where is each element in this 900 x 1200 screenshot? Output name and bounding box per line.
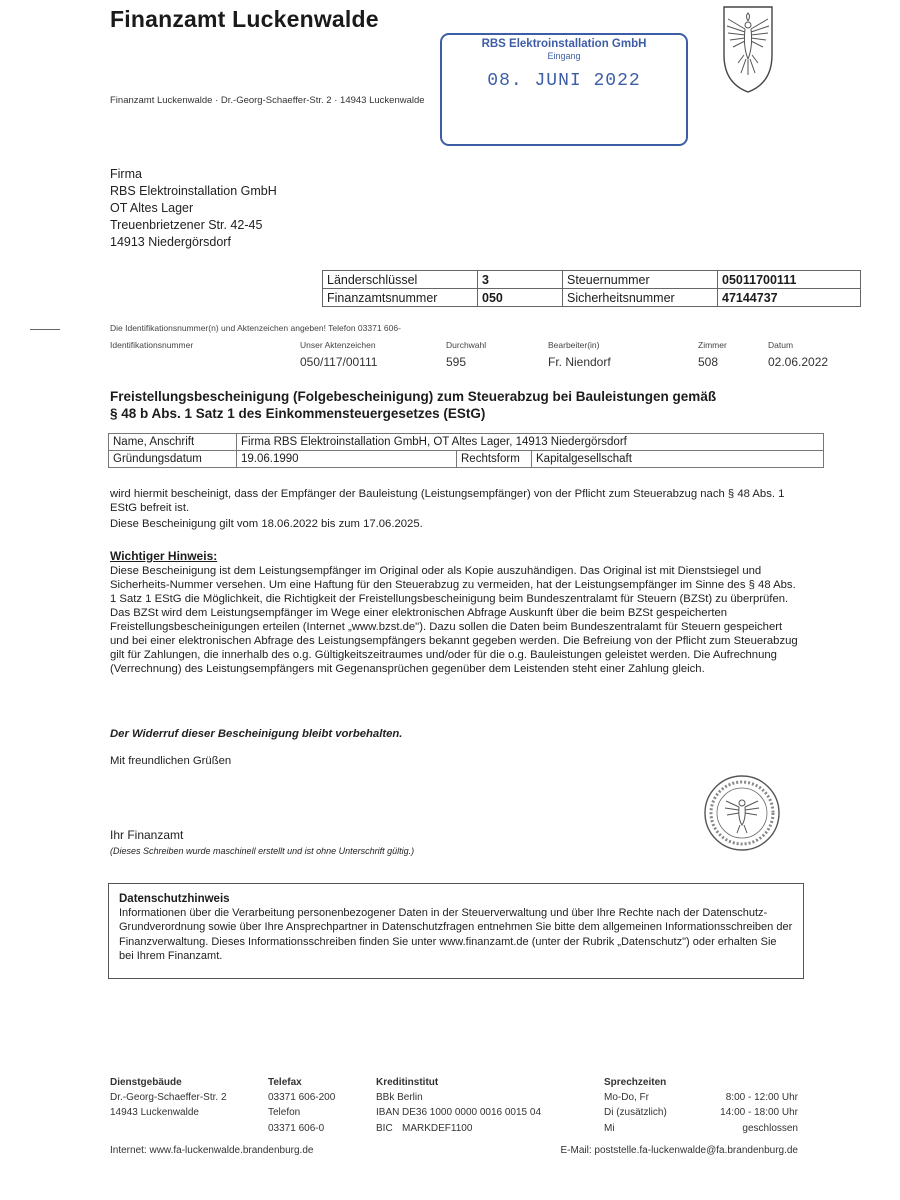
tax-id-table: [322, 270, 861, 307]
hours-day: Mi: [604, 1122, 615, 1134]
laenderschluessel-label: Länderschlüssel: [323, 271, 478, 289]
recipient-line: OT Altes Lager: [110, 201, 194, 215]
identifikationsnummer-label: Identifikationsnummer: [110, 340, 194, 350]
legal-form-label: Rechtsform: [457, 451, 532, 468]
footer-line: 03371 606-0: [268, 1122, 325, 1134]
document-title: [110, 388, 810, 422]
recipient-line: 14913 Niedergörsdorf: [110, 235, 231, 249]
document-title-line: § 48 b Abs. 1 Satz 1 des Einkommensteuergesetzes (EStG): [110, 406, 486, 421]
hours-time: 8:00 - 12:00 Uhr: [725, 1092, 798, 1104]
name-value: Firma RBS Elektroinstallation GmbH, OT Altes Lager, 14913 Niedergörsdorf: [237, 434, 824, 451]
footer-heading: Dienstgebäude: [110, 1077, 182, 1088]
aktenzeichen-label: Unser Aktenzeichen: [300, 340, 376, 350]
privacy-title: Datenschutzhinweis: [119, 893, 230, 905]
received-stamp: [440, 33, 688, 146]
footer-internet: Internet: www.fa-luckenwalde.brandenburg.de: [110, 1145, 314, 1156]
footer-line: 03371 606-200: [268, 1092, 336, 1104]
footer-line: Telefon: [268, 1107, 301, 1119]
durchwahl-label: Durchwahl: [446, 340, 487, 350]
stamp-company: RBS Elektroinstallation GmbH: [481, 38, 647, 50]
footer-line: Dr.-Georg-Schaeffer-Str. 2: [110, 1092, 227, 1104]
hours-day: Mo-Do, Fr: [604, 1092, 649, 1104]
certification-text: wird hiermit bescheinigt, dass der Empfänger der Bauleistung (Leistungsempfänger) von der Pflicht zum Steuerabzug nach § 48 Abs. 1 EStG befreit ist.: [110, 488, 785, 514]
steuernummer-label: Steuernummer: [563, 271, 718, 289]
notice-heading: Wichtiger Hinweis:: [110, 549, 218, 563]
privacy-notice-box: [108, 883, 804, 979]
zimmer-value: 508: [698, 355, 719, 369]
revocation-text: Der Widerruf dieser Bescheinigung bleibt vorbehalten.: [110, 728, 403, 740]
greeting: Mit freundlichen Grüßen: [110, 755, 232, 767]
zimmer-label: Zimmer: [698, 340, 727, 350]
eagle-crest-icon: [720, 3, 776, 95]
bearbeiter-label: Bearbeiter(in): [548, 340, 600, 350]
iban-value: DE36 1000 0000 0016 0015 04: [402, 1107, 542, 1119]
laenderschluessel-value: 3: [478, 271, 563, 289]
company-data-table: [108, 433, 824, 468]
recipient-line: RBS Elektroinstallation GmbH: [110, 184, 277, 198]
footer-bank: [376, 1075, 601, 1136]
footer-hours: [604, 1075, 798, 1136]
iban-label: IBAN: [376, 1107, 400, 1119]
hours-time: 14:00 - 18:00 Uhr: [720, 1107, 798, 1119]
footer-email: E-Mail: poststelle.fa-luckenwalde@fa.brandenburg.de: [560, 1145, 798, 1156]
signoff-note: (Dieses Schreiben wurde maschinell erstellt und ist ohne Unterschrift gültig.): [110, 846, 415, 856]
recipient-line: Firma: [110, 167, 142, 181]
stamp-date: 08. JUNI 2022: [487, 71, 641, 91]
stamp-subtitle: Eingang: [547, 51, 581, 61]
legal-form-value: Kapitalgesellschaft: [532, 451, 824, 468]
recipient-line: Treuenbrietzener Str. 42-45: [110, 218, 263, 232]
datum-value: 02.06.2022: [768, 355, 829, 369]
footer-line: 14943 Luckenwalde: [110, 1107, 199, 1119]
steuernummer-value: 05011700111: [718, 271, 861, 289]
founded-value: 19.06.1990: [237, 451, 457, 468]
privacy-text: Informationen über die Verarbeitung personenbezogener Daten in der Steuerverwaltung und über Ihre Rechte nach der Datenschutz-Grundverordnung sowie über Ihre Ansprechpartner in Datenschutzfragen entnehmen Sie bitte dem allgemeinen Informationsschreiben der Finanzverwaltung. Dieses Informationsschreiben finden Sie unter www.finanzamt.de (unter der Rubrik „Datenschutz") oder erhalten Sie bei Ihrem Finanzamt.: [119, 907, 793, 962]
hours-day: Di (zusätzlich): [604, 1107, 667, 1119]
footer-heading: Kreditinstitut: [376, 1077, 439, 1088]
bic-value: MARKDEF1100: [402, 1122, 473, 1134]
signoff: Ihr Finanzamt: [110, 828, 184, 842]
footer-heading: Telefax: [268, 1077, 302, 1088]
agency-title: Finanzamt Luckenwalde: [110, 6, 379, 32]
notice-text: Diese Bescheinigung ist dem Leistungsempfänger im Original oder als Kopie auszuhändigen. Das Original ist mit Dienstsiegel und Sicherheits-Nummer versehen. Um eine Haftung für den Steuerabzug zu vermeiden, hat der Leistungsempfänger im Sinne des § 48 Abs. 1 Satz 1 EStG die Möglichkeit, die Richtigkeit der Freistellungsbescheinigung beim Bundeszentralamt für Steuern (BZSt) zu überprüfen. Das BZSt wird dem Leistungsempfänger im Wege einer elektronischen Abfrage Auskunft über die beim BZSt gespeicherten Freistellungsbescheinigungen erteilen (Internet „www.bzst.de"). Dazu sollen die Daten beim Bundeszentralamt für Steuern gespeichert und bei einer elektronischen Abfrage des Leistungsempfängers bekannt gegeben werden. Die Befreiung von der Pflicht zum Steuerabzug gilt für Zahlungen, die innerhalb des o.g. Gültigkeitszeitraumes und/oder für die o.g. Bauleistungen geleistet werden. Die Aufrechnung (Verrechnung) des Leistungsempfängers mit Gegenansprüchen gegenüber dem Leistenden steht einer Zahlung gleich.: [110, 565, 798, 675]
datum-label: Datum: [768, 340, 794, 350]
bearbeiter-value: Fr. Niendorf: [548, 355, 611, 369]
durchwahl-value: 595: [446, 355, 467, 369]
fold-mark: [30, 329, 60, 330]
sicherheitsnummer-label: Sicherheitsnummer: [563, 289, 718, 307]
sicherheitsnummer-value: 47144737: [718, 289, 861, 307]
finanzamtsnummer-label: Finanzamtsnummer: [323, 289, 478, 307]
footer-phone: [268, 1075, 335, 1136]
footer-line: BBk Berlin: [376, 1092, 423, 1104]
bic-label: BIC: [376, 1122, 393, 1134]
recipient-address: [110, 166, 277, 251]
finanzamtsnummer-value: 050: [478, 289, 563, 307]
footer-heading: Sprechzeiten: [604, 1077, 667, 1088]
founded-label: Gründungsdatum: [109, 451, 237, 468]
sender-return-address: Finanzamt Luckenwalde · Dr.-Georg-Schaeffer-Str. 2 · 14943 Luckenwalde: [110, 95, 425, 106]
name-label: Name, Anschrift: [109, 434, 237, 451]
footer-office: [110, 1075, 227, 1121]
document-title-line: Freistellungsbescheinigung (Folgebescheinigung) zum Steuerabzug bei Bauleistungen gemäß: [110, 389, 717, 404]
reference-note: Die Identifikationsnummer(n) und Aktenzeichen angeben! Telefon 03371 606-: [110, 323, 401, 333]
aktenzeichen-value: 050/117/00111: [300, 355, 378, 369]
hours-time: geschlossen: [742, 1122, 798, 1134]
validity-text: Diese Bescheinigung gilt vom 18.06.2022 bis zum 17.06.2025.: [110, 518, 423, 530]
